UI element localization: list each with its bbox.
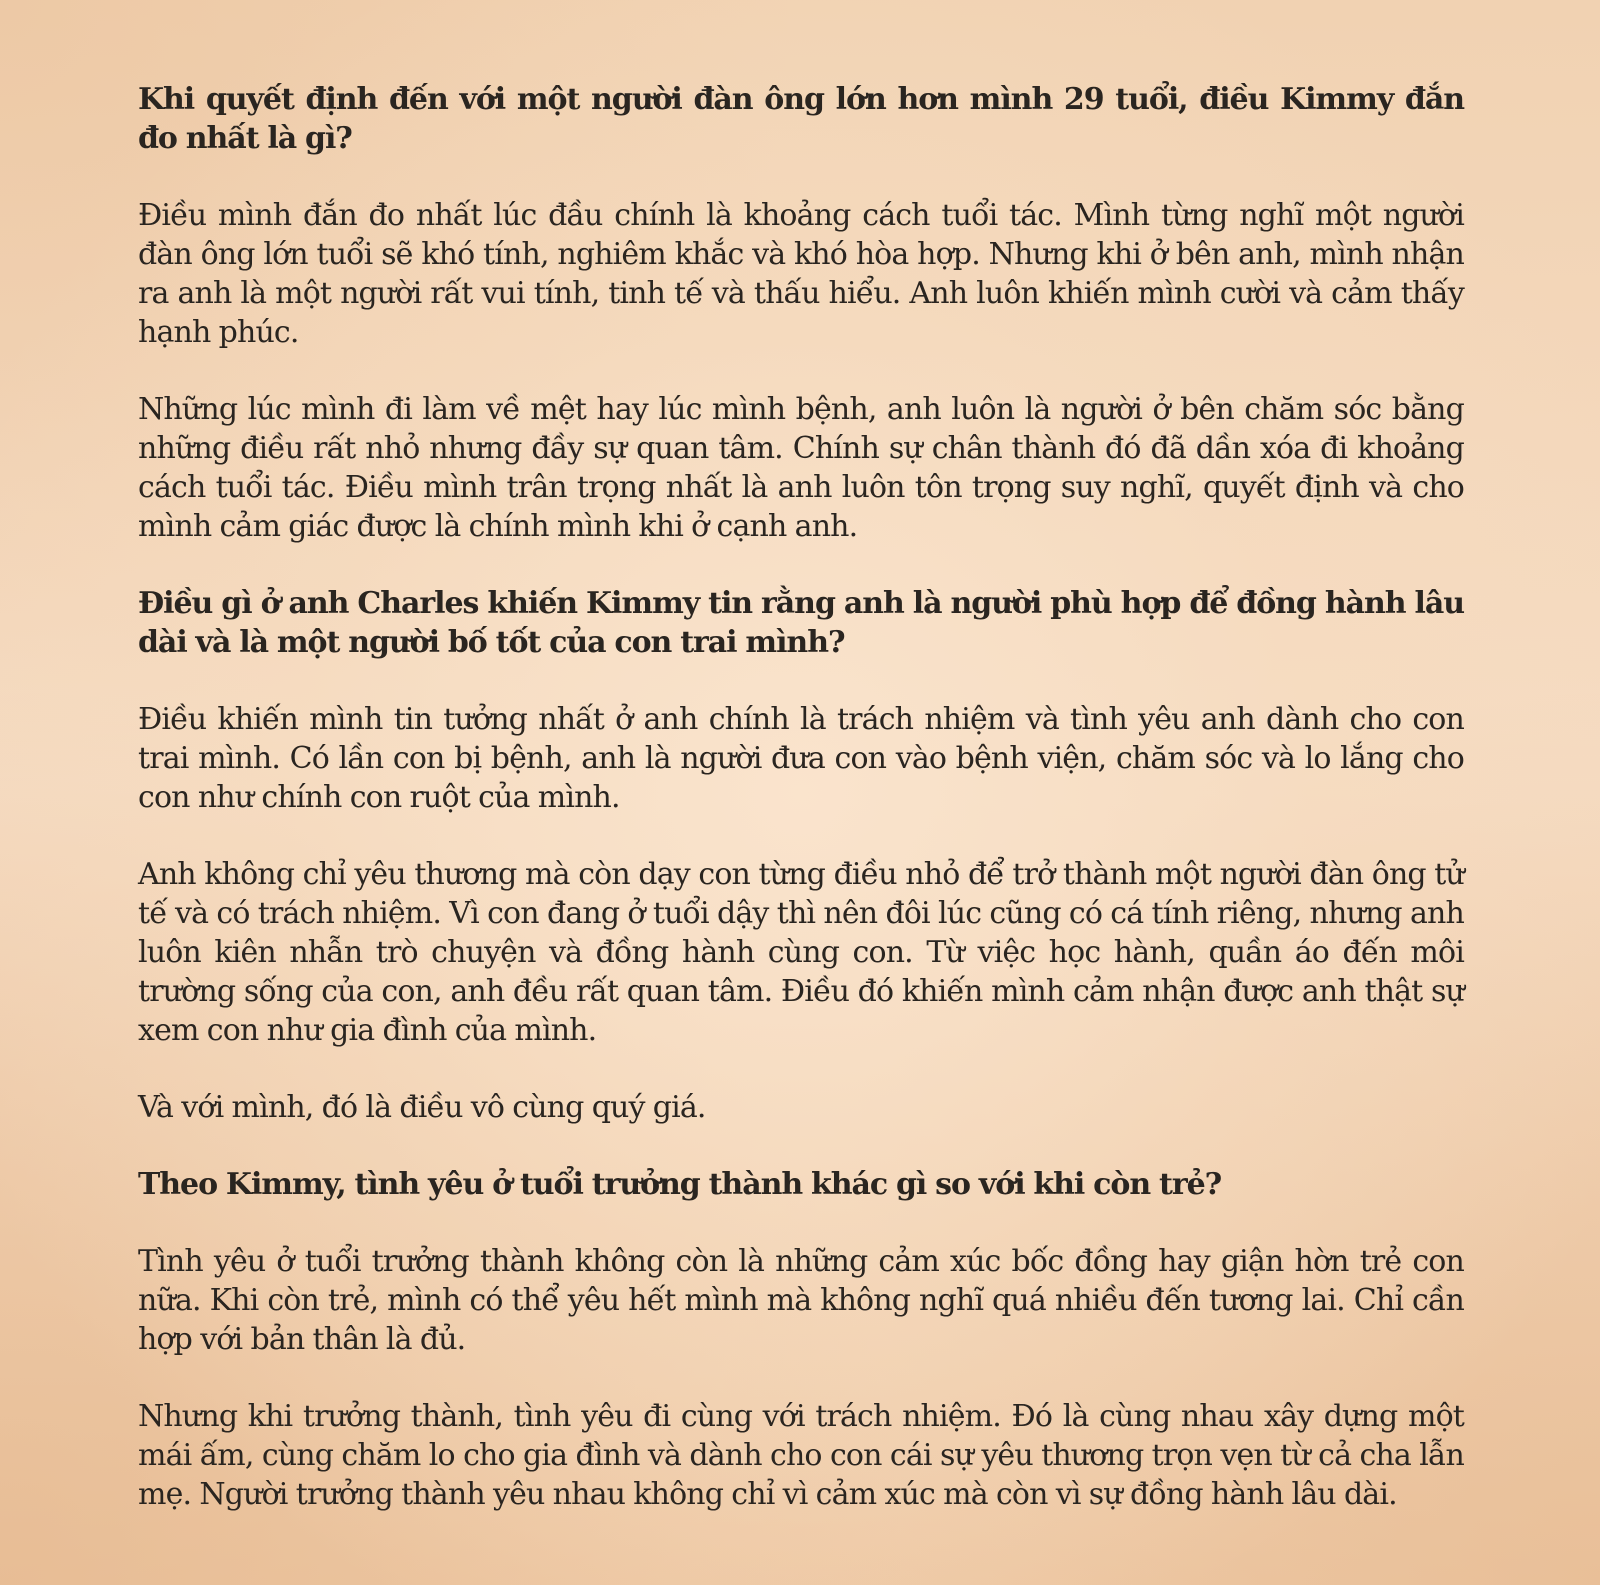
question-2: Điều gì ở anh Charles khiến Kimmy tin rằng anh là người phù hợp để đồng hành lâu dài và là một người bố tốt của con trai mình?	[138, 586, 1464, 660]
article-body	[138, 80, 1464, 1514]
answer-3-paragraph-1: Tình yêu ở tuổi trưởng thành không còn là những cảm xúc bốc đồng hay giận hờn trẻ con nữa. Khi còn trẻ, mình có thể yêu hết mình mà không nghĩ quá nhiều đến tương lai. Chỉ cần hợp với bản thân là đủ.	[138, 1244, 1464, 1357]
answer-1-paragraph-1: Điều mình đắn đo nhất lúc đầu chính là khoảng cách tuổi tác. Mình từng nghĩ một người đàn ông lớn tuổi sẽ khó tính, nghiêm khắc và khó hòa hợp. Nhưng khi ở bên anh, mình nhận ra anh là một người rất vui tính, tinh tế và thấu hiểu. Anh luôn khiến mình cười và cảm thấy hạnh phúc.	[138, 198, 1464, 350]
answer-2-paragraph-2: Anh không chỉ yêu thương mà còn dạy con từng điều nhỏ để trở thành một người đàn ông tử tế và có trách nhiệm. Vì con đang ở tuổi dậy thì nên đôi lúc cũng có cá tính riêng, nhưng anh luôn kiên nhẫn trò chuyện và đồng hành cùng con. Từ việc học hành, quần áo đến môi trường sống của con, anh đều rất quan tâm. Điều đó khiến mình cảm nhận được anh thật sự xem con như gia đình của mình.	[138, 857, 1464, 1048]
answer-3-paragraph-2: Nhưng khi trưởng thành, tình yêu đi cùng với trách nhiệm. Đó là cùng nhau xây dựng một mái ấm, cùng chăm lo cho gia đình và dành cho con cái sự yêu thương trọn vẹn từ cả cha lẫn mẹ. Người trưởng thành yêu nhau không chỉ vì cảm xúc mà còn vì sự đồng hành lâu dài.	[138, 1399, 1464, 1512]
question-1: Khi quyết định đến với một người đàn ông lớn hơn mình 29 tuổi, điều Kimmy đắn đo nhất là gì?	[138, 82, 1464, 156]
answer-2-paragraph-1: Điều khiến mình tin tưởng nhất ở anh chính là trách nhiệm và tình yêu anh dành cho con trai mình. Có lần con bị bệnh, anh là người đưa con vào bệnh viện, chăm sóc và lo lắng cho con như chính con ruột của mình.	[138, 702, 1464, 815]
question-3: Theo Kimmy, tình yêu ở tuổi trưởng thành khác gì so với khi còn trẻ?	[138, 1167, 1222, 1202]
answer-1-paragraph-2: Những lúc mình đi làm về mệt hay lúc mình bệnh, anh luôn là người ở bên chăm sóc bằng những điều rất nhỏ nhưng đầy sự quan tâm. Chính sự chân thành đó đã dần xóa đi khoảng cách tuổi tác. Điều mình trân trọng nhất là anh luôn tôn trọng suy nghĩ, quyết định và cho mình cảm giác được là chính mình khi ở cạnh anh.	[138, 392, 1464, 544]
answer-2-paragraph-3: Và với mình, đó là điều vô cùng quý giá.	[138, 1090, 706, 1125]
